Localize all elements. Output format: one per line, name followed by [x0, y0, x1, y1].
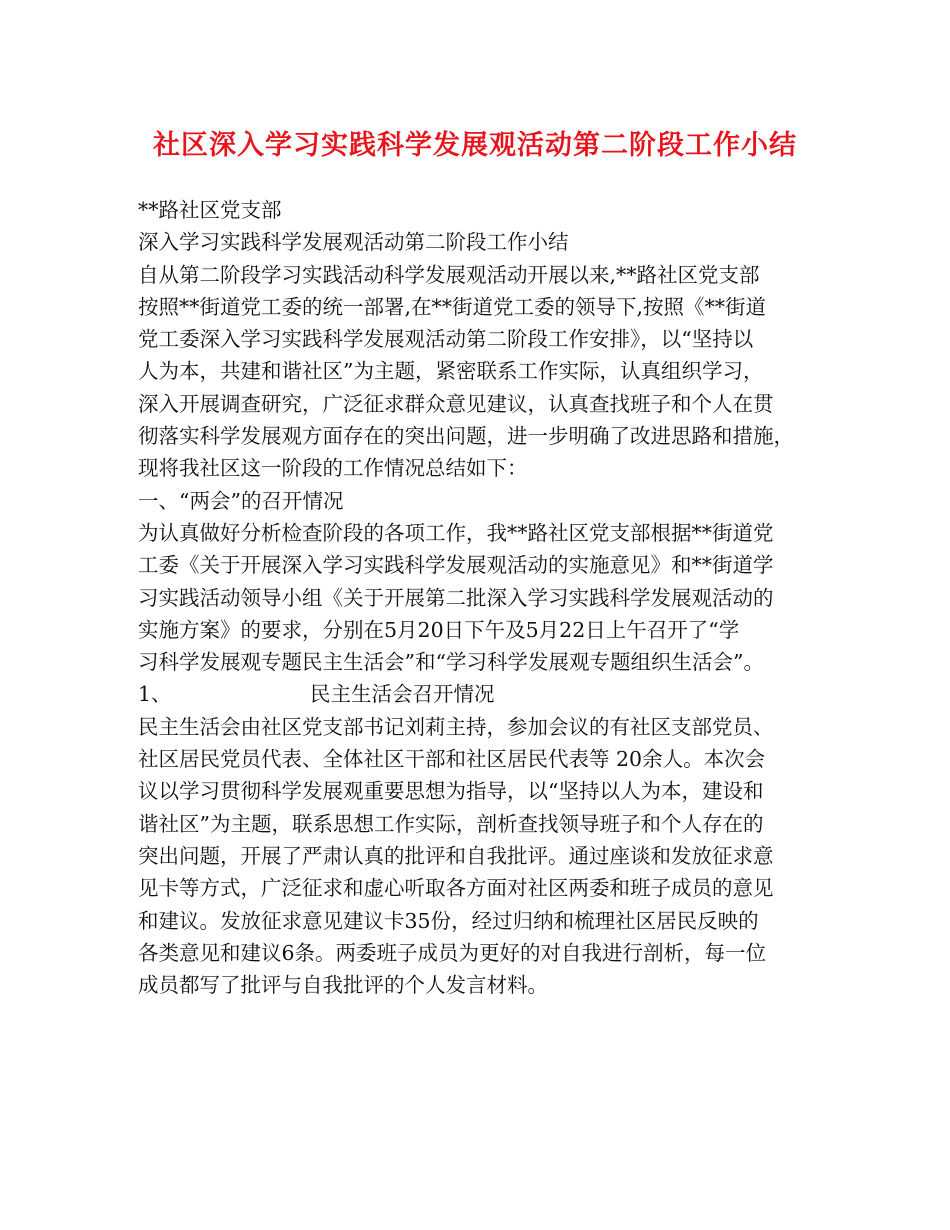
text-line: 社区居民党员代表、全体社区干部和社区居民代表等 20余人。本次会 [138, 747, 766, 772]
text-line: 人为本，共建和谐社区”为主题，紧密联系工作实际，认真组织学习， [138, 359, 764, 384]
text-line: 现将我社区这一阶段的工作情况总结如下： [138, 456, 528, 481]
text-line: 见卡等方式，广泛征求和虚心听取各方面对社区两委和班子成员的意见 [138, 876, 774, 901]
text-line: 自从第二阶段学习实践活动科学发展观活动开展以来,**路社区党支部 [138, 262, 760, 287]
text-line: 深入学习实践科学发展观活动第二阶段工作小结 [138, 230, 569, 255]
document-body [138, 194, 838, 1001]
text-line: 议以学习贯彻科学发展观重要思想为指导，以“坚持以人为本，建设和 [138, 779, 764, 804]
subheading [138, 678, 838, 710]
text-line: 习科学发展观专题民主生活会”和“学习科学发展观专题组织生活会”。 [138, 650, 764, 675]
text-line: 民主生活会由社区党支部书记刘莉主持，参加会议的有社区支部党员、 [138, 714, 774, 739]
text-line: **路社区党支部 [138, 198, 282, 222]
section-heading: 一、“两会”的召开情况 [138, 488, 344, 513]
text-line: 彻落实科学发展观方面存在的突出问题，进一步明确了改进思路和措施， [138, 424, 794, 449]
text-line: 党工委深入学习实践科学发展观活动第二阶段工作安排》，以“坚持以 [138, 327, 754, 352]
text-line: 按照**街道党工委的统一部署,在**街道党工委的领导下,按照《**街道 [138, 294, 767, 319]
text-line: 为认真做好分析检查阶段的各项工作，我**路社区党支部根据**街道党 [138, 520, 774, 545]
text-line: 突出问题，开展了严肃认真的批评和自我批评。通过座谈和发放征求意 [138, 843, 774, 868]
text-line: 深入开展调查研究，广泛征求群众意见建议，认真查找班子和个人在贯 [138, 391, 774, 416]
text-line: 各类意见和建议6条。两委班子成员为更好的对自我进行剖析，每一位 [138, 940, 767, 965]
text-line: 实施方案》的要求，分别在5月20日下午及5月22日上午召开了“学 [138, 617, 740, 642]
text-line: 和建议。发放征求意见建议卡35份，经过归纳和梳理社区居民反映的 [138, 908, 759, 933]
document-title: 社区深入学习实践科学发展观活动第二阶段工作小结 [153, 130, 797, 161]
subheading-number: 1、 [138, 682, 172, 707]
text-line: 成员都写了批评与自我批评的个人发言材料。 [138, 973, 548, 998]
text-line: 工委《关于开展深入学习实践科学发展观活动的实施意见》和**街道学 [138, 553, 774, 578]
text-line: 习实践活动领导小组《关于开展第二批深入学习实践科学发展观活动的 [138, 585, 774, 610]
subheading-text: 民主生活会召开情况 [310, 682, 495, 707]
text-line: 谐社区”为主题，联系思想工作实际，剖析查找领导班子和个人存在的 [138, 811, 764, 836]
